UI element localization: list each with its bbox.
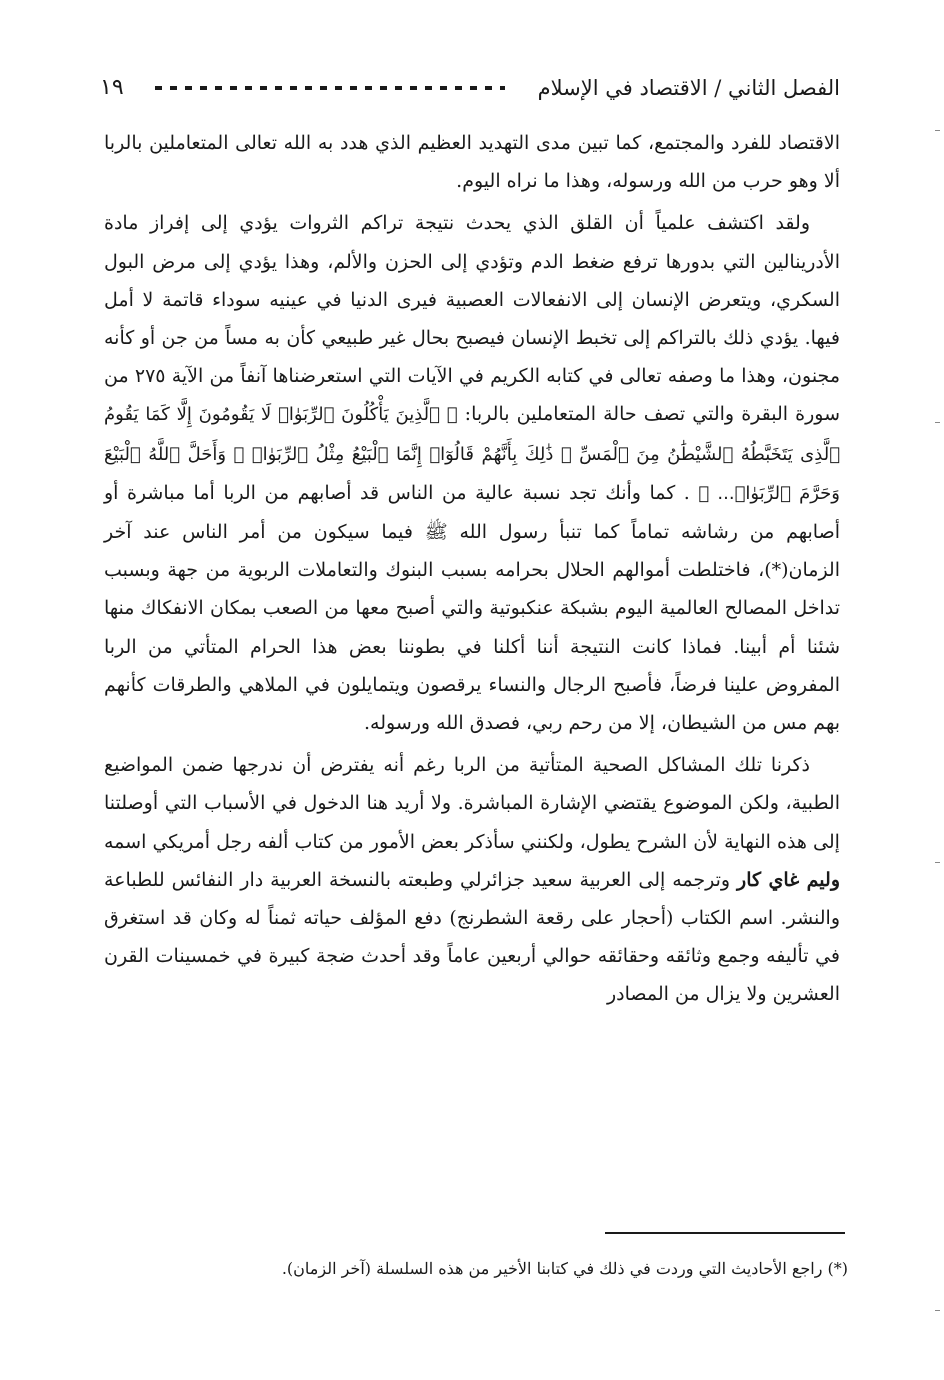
scan-edge-mark <box>935 862 940 863</box>
paragraph-3 <box>104 746 840 1013</box>
page-number: ١٩ <box>100 75 124 100</box>
body-text <box>104 124 840 1018</box>
page-header <box>100 70 840 110</box>
header-leader-dots <box>155 86 505 90</box>
author-name: وليم غاي كار <box>737 868 840 891</box>
chapter-title: الفصل الثاني / الاقتصاد في الإسلام <box>537 76 840 100</box>
scan-edge-mark <box>935 422 940 423</box>
text-segment: . كما وأنك تجد نسبة عالية من الناس قد أصابهم من الربا أما مباشرة أو أصابهم من رشاشه تماماً كما تنبأ رسول الله ﷺ فيما سيكون من أمر الناس عند آخر الزمان(*)، فاختلطت أموالهم الحلال بحرامه بسبب البنوك والتعاملات الربوية من جهة وبسبب تداخل المصالح العالمية اليوم بشبكة عنكبوتية والتي أصبح معها من الصعب بمكان الانفكاك منها شئنا أم أبينا. فماذا كانت النتيجة أننا أكلنا في بطوننا بعض هذا الحرام المتأتي من الربا المفروض علينا فرضاً، فأصبح الرجال والنساء يرقصون ويتمايلون في الملاهي والطرقات كأنهم بهم مس من الشيطان، إلا من رحم ربي، فصدق الله ورسوله. <box>104 481 840 735</box>
text-segment: الاقتصاد للفرد والمجتمع، كما تبين مدى التهديد العظيم الذي هدد به الله تعالى المتعاملين بالربا ألا وهو حرب من الله ورسوله، وهذا ما نراه اليوم. <box>104 132 840 193</box>
text-segment: وترجمه إلى العربية سعيد جزائرلي وطبعته بالنسخة العربية دار النفائس للطباعة والنشر. اسم الكتاب (أحجار على رقعة الشطرنج) دفع المؤلف حياته ثمناً له وكان قد استغرق في تأليفه وجمع وثائقه وحقائقه حوالي أربعين عاماً وقد أحدث ضجة كبيرة في خمسينات القرن العشرين ولا يزال من المصادر <box>104 868 840 1006</box>
scan-edge-mark <box>935 1310 940 1311</box>
footnote: (*) راجع الأحاديث التي وردت في ذلك في كتابنا الأخير من هذه السلسلة (آخر الزمان). <box>281 1259 848 1278</box>
paragraph-1 <box>104 124 840 200</box>
footnote-separator <box>605 1232 845 1234</box>
scan-edge-mark <box>935 130 940 131</box>
text-segment: ذكرنا تلك المشاكل الصحية المتأتية من الربا رغم أنه يفترض أن ندرجها ضمن المواضيع الطبية، ولكن الموضوع يقتضي الإشارة المباشرة. ولا أريد هنا الدخول في الأسباب التي أوصلتنا إلى هذه النهاية لأن الشرح يطول، ولكنني سأذكر بعض الأمور من كتاب ألفه رجل أمريكي اسمه <box>104 754 840 853</box>
paragraph-2 <box>104 204 840 742</box>
text-segment: ولقد اكتشف علمياً أن القلق الذي يحدث نتيجة تراكم الثروات يؤدي إلى إفراز مادة الأدرينالين التي بدورها ترفع ضغط الدم وتؤدي إلى الحزن والألم، وهذا يؤدي إلى مرض البول السكري، ويتعرض الإنسان إلى الانفعالات العصبية فيرى الدنيا في عينيه سوداء قاتمة لا أمل فيها. يؤدي ذلك بالتراكم إلى تخبط الإنسان فيصبح بحال غير طبيعي كأن به مساً من جن أو كأنه مجنون، وهذا ما وصفه تعالى في كتابه الكريم في الآيات التي استعرضناها آنفاً من الآية ٢٧٥ من سورة البقرة والتي تصف حالة المتعاملين بالربا: <box>104 212 841 426</box>
quran-verse: ﴿ ٱلَّذِينَ يَأْكُلُونَ ٱلرِّبَوٰا۟ لَا يَقُومُونَ إِلَّا كَمَا يَقُومُ ٱلَّذِى يَتَخَبَّطُهُ ٱلشَّيْطَٰنُ مِنَ ٱلْمَسِّ ۚ ذَٰلِكَ بِأَنَّهُمْ قَالُوٓا۟ إِنَّمَا ٱلْبَيْعُ مِثْلُ ٱلرِّبَوٰا۟ ۗ وَأَحَلَّ ٱللَّهُ ٱلْبَيْعَ وَحَرَّمَ ٱلرِّبَوٰا۟... ﴾ <box>104 404 840 504</box>
